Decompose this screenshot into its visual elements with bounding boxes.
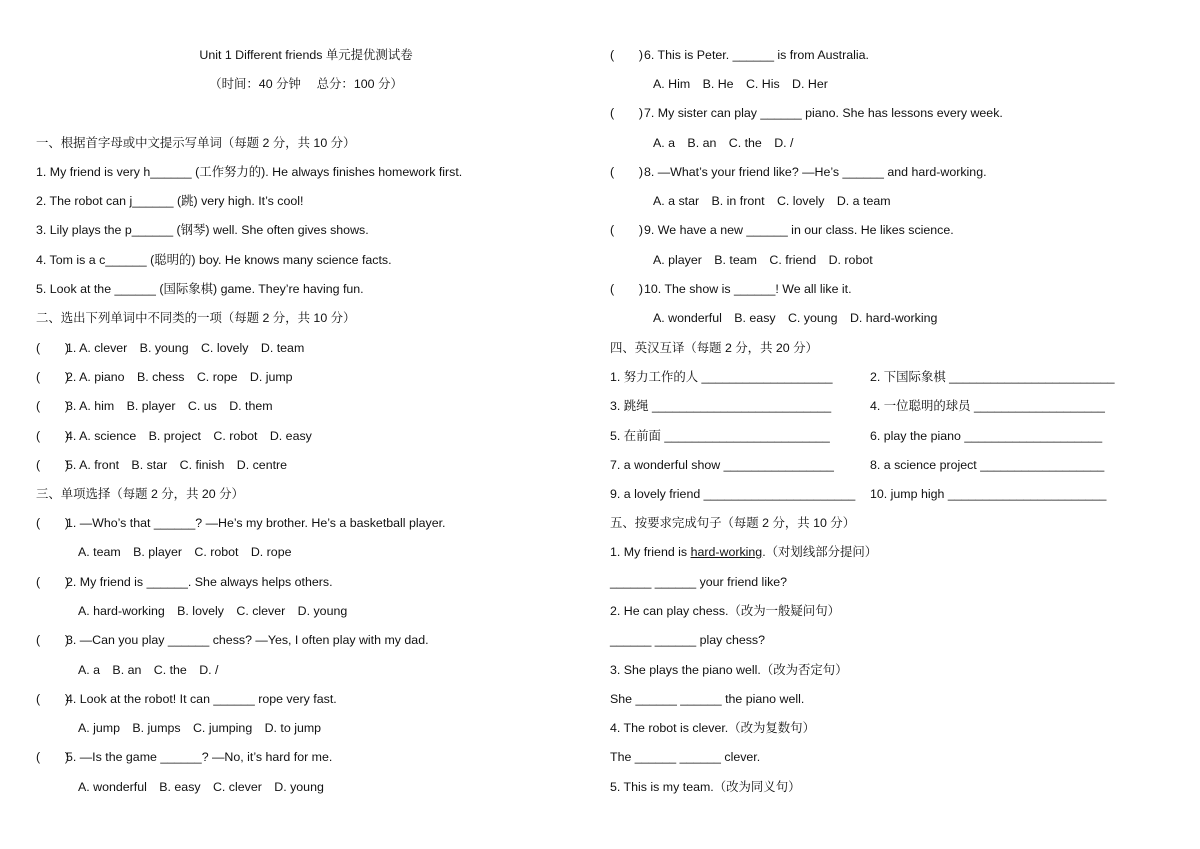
answer-paren: ( ) (610, 223, 644, 237)
s4-row-1 (610, 368, 1170, 386)
s5-answer-4: The ______ ______ clever. (610, 750, 761, 764)
answer-paren: ( ) (36, 692, 70, 706)
s3-q4-text: 4. Look at the robot! It can ______ rope very fast. (66, 692, 337, 706)
page-title: Unit 1 Different friends 单元提优测试卷 (199, 48, 413, 62)
answer-paren: ( ) (36, 575, 70, 589)
s1-question-1: 1. My friend is very h______ (工作努力的). He always finishes homework first. (36, 165, 463, 179)
s2-question-1 (36, 339, 304, 357)
s4-item-7: 7. a wonderful show ________________ (610, 458, 834, 472)
s3-question-10 (610, 280, 852, 298)
s3-q5-text: 5. —Is the game ______? —No, it’s hard for me. (66, 750, 333, 764)
s2-q5-text: 5. A. front B. star C. finish D. centre (66, 458, 288, 472)
s4-row-2 (610, 397, 1170, 415)
right-column (610, 0, 1170, 849)
s2-question-4 (36, 427, 312, 445)
s3-question-5-options: A. wonderful B. easy C. clever D. young (78, 780, 324, 794)
s4-item-5: 5. 在前面 ________________________ (610, 429, 830, 443)
s2-q1-text: 1. A. clever B. young C. lovely D. team (66, 341, 305, 355)
s2-question-5 (36, 456, 287, 474)
answer-paren: ( ) (36, 370, 70, 384)
answer-paren: ( ) (36, 399, 70, 413)
s2-question-2 (36, 368, 293, 386)
s2-q2-text: 2. A. piano B. chess C. rope D. jump (66, 370, 293, 384)
s3-question-1 (36, 514, 446, 532)
s3-question-1-options: A. team B. player C. robot D. rope (78, 545, 292, 559)
s3-question-3-options: A. a B. an C. the D. / (78, 663, 219, 677)
s5-question-4: 4. The robot is clever.（改为复数句） (610, 721, 815, 735)
s3-question-4 (36, 690, 337, 708)
s2-q3-text: 3. A. him B. player C. us D. them (66, 399, 273, 413)
s5-q1-text-end: .（对划线部分提问） (762, 545, 878, 559)
answer-paren: ( ) (36, 633, 70, 647)
s3-question-3 (36, 631, 429, 649)
s4-row-5 (610, 485, 1170, 503)
section-1-heading: 一、根据首字母或中文提示写单词（每题 2 分，共 10 分） (36, 136, 356, 150)
s4-row-3 (610, 427, 1170, 445)
s3-q10-text: 10. The show is ______! We all like it. (644, 282, 852, 296)
s5-question-3: 3. She plays the piano well.（改为否定句） (610, 663, 848, 677)
s3-q2-text: 2. My friend is ______. She always helps others. (66, 575, 333, 589)
s3-question-4-options: A. jump B. jumps C. jumping D. to jump (78, 721, 322, 735)
section-5-heading: 五、按要求完成句子（每题 2 分，共 10 分） (610, 516, 856, 530)
s2-question-3 (36, 397, 273, 415)
s5-question-5: 5. This is my team.（改为同义句） (610, 780, 801, 794)
s3-question-9-options: A. player B. team C. friend D. robot (653, 253, 873, 267)
s4-item-6: 6. play the piano ____________________ (870, 429, 1103, 443)
s5-question-2: 2. He can play chess.（改为一般疑问句） (610, 604, 840, 618)
s3-question-2-options: A. hard-working B. lovely C. clever D. young (78, 604, 348, 618)
s3-q6-text: 6. This is Peter. ______ is from Australia. (644, 48, 869, 62)
s4-item-10: 10. jump high _______________________ (870, 487, 1107, 501)
s1-question-4: 4. Tom is a c______ (聪明的) boy. He knows many science facts. (36, 253, 392, 267)
s4-item-1: 1. 努力工作的人 ___________________ (610, 370, 833, 384)
s4-item-8: 8. a science project __________________ (870, 458, 1105, 472)
s3-question-7 (610, 104, 1003, 122)
answer-paren: ( ) (610, 165, 644, 179)
left-column (36, 0, 576, 849)
answer-paren: ( ) (36, 516, 70, 530)
s3-q8-text: 8. —What’s your friend like? —He’s ______ and hard-working. (644, 165, 987, 179)
s1-question-5: 5. Look at the ______ (国际象棋) game. They’re having fun. (36, 282, 364, 296)
answer-paren: ( ) (36, 750, 70, 764)
s3-question-7-options: A. a B. an C. the D. / (653, 136, 794, 150)
s3-question-9 (610, 221, 954, 239)
page-subtitle: （时间：40 分钟 总分：100 分） (209, 77, 403, 91)
s4-row-4 (610, 456, 1170, 474)
s5-answer-2: ______ ______ play chess? (610, 633, 766, 647)
answer-paren: ( ) (36, 458, 70, 472)
s5-q1-underlined: hard-working (690, 545, 763, 559)
s2-q4-text: 4. A. science B. project C. robot D. easy (66, 429, 312, 443)
s3-q7-text: 7. My sister can play ______ piano. She has lessons every week. (644, 106, 1003, 120)
s5-question-1 (610, 543, 877, 561)
s3-q1-text: 1. —Who’s that ______? —He’s my brother. He’s a basketball player. (66, 516, 446, 530)
answer-paren: ( ) (610, 106, 644, 120)
s3-question-5 (36, 748, 332, 766)
s3-question-8-options: A. a star B. in front C. lovely D. a team (653, 194, 891, 208)
answer-paren: ( ) (610, 48, 644, 62)
answer-paren: ( ) (36, 429, 70, 443)
answer-paren: ( ) (610, 282, 644, 296)
s3-question-8 (610, 163, 987, 181)
s5-q1-text-start: 1. My friend is (610, 545, 691, 559)
s5-answer-3: She ______ ______ the piano well. (610, 692, 805, 706)
s5-answer-1: ______ ______ your friend like? (610, 575, 788, 589)
s1-question-3: 3. Lily plays the p______ (钢琴) well. She often gives shows. (36, 223, 369, 237)
s3-question-6-options: A. Him B. He C. His D. Her (653, 77, 828, 91)
s3-question-6 (610, 46, 869, 64)
section-4-heading: 四、英汉互译（每题 2 分，共 20 分） (610, 341, 818, 355)
s3-q3-text: 3. —Can you play ______ chess? —Yes, I often play with my dad. (66, 633, 429, 647)
s4-item-3: 3. 跳绳 __________________________ (610, 399, 832, 413)
s4-item-9: 9. a lovely friend ______________________ (610, 487, 856, 501)
s3-question-10-options: A. wonderful B. easy C. young D. hard-working (653, 311, 938, 325)
section-2-heading: 二、选出下列单词中不同类的一项（每题 2 分，共 10 分） (36, 311, 356, 325)
s4-item-2: 2. 下国际象棋 ________________________ (870, 370, 1115, 384)
s3-question-2 (36, 573, 333, 591)
s3-q9-text: 9. We have a new ______ in our class. He likes science. (644, 223, 954, 237)
s4-item-4: 4. 一位聪明的球员 ___________________ (870, 399, 1105, 413)
answer-paren: ( ) (36, 341, 70, 355)
s1-question-2: 2. The robot can j______ (跳) very high. It’s cool! (36, 194, 304, 208)
section-3-heading: 三、单项选择（每题 2 分，共 20 分） (36, 487, 244, 501)
